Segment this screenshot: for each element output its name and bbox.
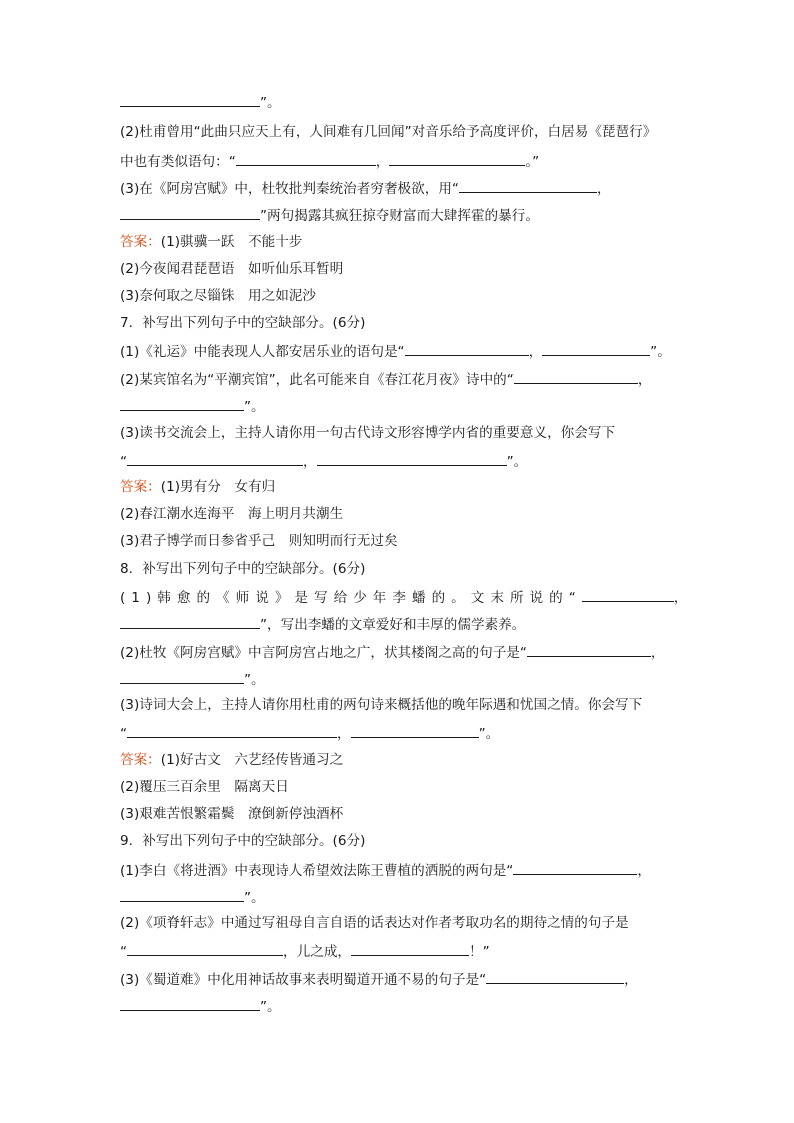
question-7-3: (3)读书交流会上，主持人请你用一句古代诗文形容博学内省的重要意义，你会写下 [120, 425, 616, 441]
answer-7-3: (3)君子博学而日参省乎己 则知明而行无过矣 [120, 533, 398, 549]
blank [486, 969, 624, 984]
blank [120, 669, 244, 684]
blank [351, 941, 469, 956]
question-9-2: (2)《项脊轩志》中通过写祖母自言自语的话表达对作者考取功名的期待之情的句子是 [120, 915, 629, 931]
answer-7-2: (2)春江潮水连海平 海上明月共潮生 [120, 506, 344, 522]
answer-8-label: 答案：(1)好古文 六艺经传皆通习之 [120, 752, 344, 768]
blank [120, 205, 260, 220]
blank [120, 92, 260, 107]
answer-8-2: (2)覆压三百余里 隔离天日 [120, 779, 289, 795]
question-8-2-cont: ”。 [120, 669, 265, 687]
blank [527, 642, 651, 657]
blank [127, 451, 303, 466]
question-7-2-cont: ”。 [120, 396, 265, 414]
blank [120, 887, 244, 902]
blank [120, 396, 244, 411]
blank [405, 341, 529, 356]
answer-8-3: (3)艰难苦恨繁霜鬓 潦倒新停浊酒杯 [120, 806, 344, 822]
blank [459, 178, 597, 193]
blank [120, 614, 260, 629]
question-7-2: (2)某宾馆名为“平潮宾馆”，此名可能来自《春江花月夜》诗中的“ ， [120, 369, 651, 387]
blank [351, 723, 479, 738]
question-9-3: (3)《蜀道难》中化用神话故事来表明蜀道开通不易的句子是“ ， [120, 969, 638, 987]
blank [127, 941, 283, 956]
blank [542, 341, 650, 356]
question-8-3-cont: “ ， ”。 [120, 723, 499, 741]
answer-7-label: 答案：(1)男有分 女有归 [120, 479, 276, 495]
blank [236, 151, 376, 166]
question-6-2-cont: 中也有类似语句：“ ， 。” [120, 151, 539, 169]
question-9-1-cont: ”。 [120, 887, 265, 905]
answer-6-label: 答案：(1)骐骥一跃 不能十步 [120, 234, 303, 250]
blank [514, 369, 638, 384]
answer-6-3: (3)奈何取之尽锱铢 用之如泥沙 [120, 288, 316, 304]
question-6-3: (3)在《阿房宫赋》中，杜牧批判秦统治者穷奢极欲，用“ ， [120, 178, 611, 196]
question-8-title: 8．补写出下列句子中的空缺部分。(6分) [120, 561, 366, 577]
question-9-3-cont: ”。 [120, 996, 281, 1014]
blank [389, 151, 525, 166]
question-7-3-cont: “ ， ”。 [120, 451, 527, 469]
question-9-2-cont: “ ，儿之成， ！” [120, 941, 490, 959]
line-continuation: ”。 [120, 92, 281, 110]
blank [127, 723, 337, 738]
blank [120, 996, 260, 1011]
answer-6-2: (2)今夜闻君琵琶语 如听仙乐耳暂明 [120, 261, 344, 277]
question-7-1: (1)《礼运》中能表现人人都安居乐业的语句是“ ， ”。 [120, 341, 671, 359]
question-6-2: (2)杜甫曾用“此曲只应天上有，人间难有几回闻”对音乐给予高度评价，白居易《琵琶行》 [120, 124, 657, 140]
question-8-1: (1)韩愈的《师说》是写给少年李蟠的。文末所说的“ ， [120, 587, 693, 605]
question-9-title: 9．补写出下列句子中的空缺部分。(6分) [120, 833, 366, 849]
blank [582, 587, 674, 602]
blank [513, 860, 637, 875]
question-9-1: (1)李白《将进酒》中表现诗人希望效法陈王曹植的洒脱的两句是“ ， [120, 860, 651, 878]
blank [317, 451, 507, 466]
question-8-3: (3)诗词大会上，主持人请你用杜甫的两句诗来概括他的晚年际遇和忧国之情。你会写下 [120, 697, 643, 713]
question-8-1-cont: ”，写出李蟠的文章爱好和丰厚的儒学素养。 [120, 614, 525, 632]
question-8-2: (2)杜牧《阿房宫赋》中言阿房宫占地之广，状其楼阁之高的句子是“ ， [120, 642, 665, 660]
question-7-title: 7．补写出下列句子中的空缺部分。(6分) [120, 315, 366, 331]
question-6-3-cont: ”两句揭露其疯狂掠夺财富而大肆挥霍的暴行。 [120, 205, 539, 223]
